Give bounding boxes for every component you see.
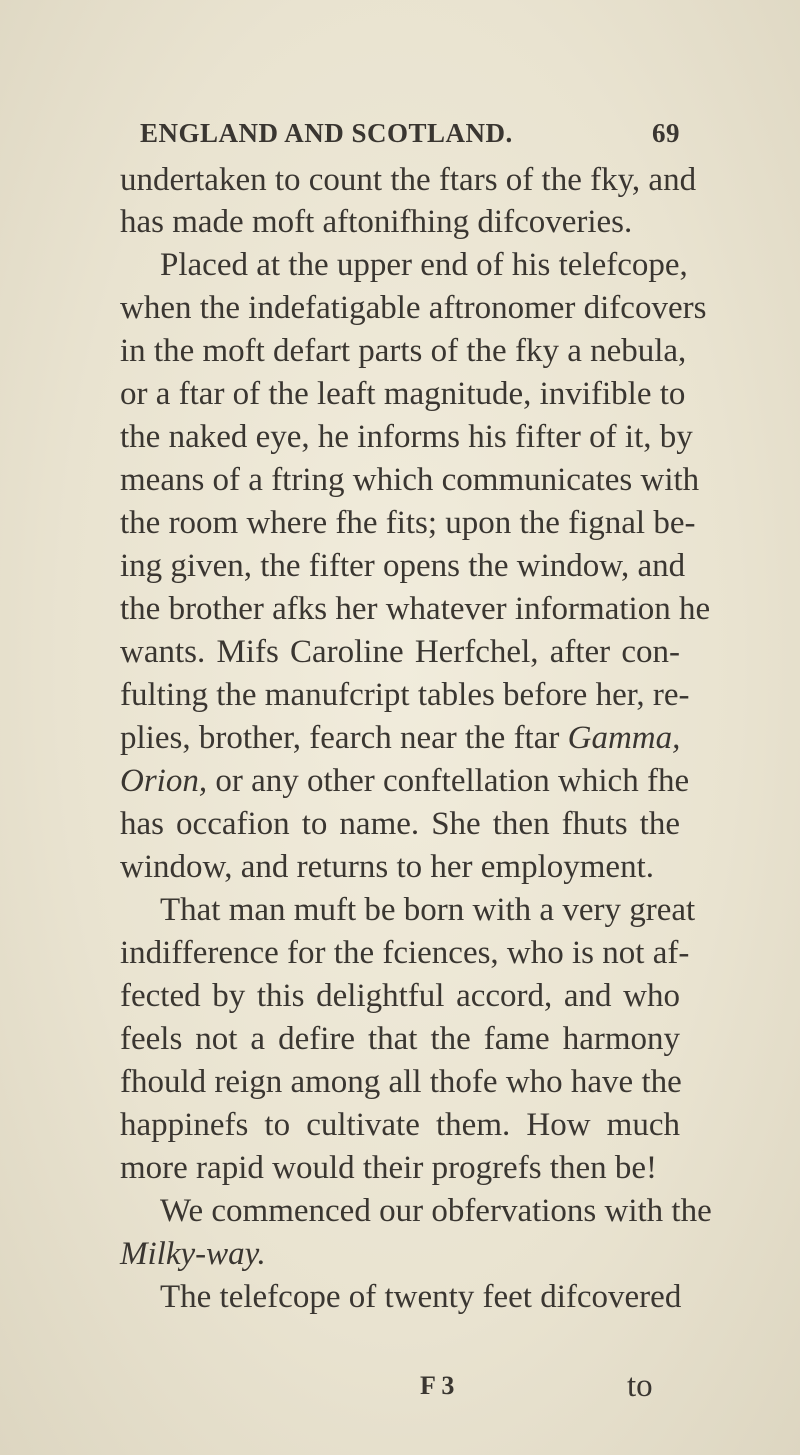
text-line: the naked eye, he informs his fifter of it, by <box>120 419 693 455</box>
page-number: 69 <box>652 118 680 148</box>
text-line: fhould reign among all thofe who have the <box>120 1064 682 1100</box>
text-line: the brother afks her whatever information he <box>120 591 711 627</box>
text-line: more rapid would their progrefs then be! <box>120 1150 657 1186</box>
text-line: the room where fhe fits; upon the fignal be- <box>120 505 696 541</box>
text-line: Placed at the upper end of his telefcope, <box>160 247 688 283</box>
text-line: undertaken to count the ftars of the fky, and <box>120 162 697 198</box>
text-line: We commenced our obfervations with the <box>160 1193 712 1229</box>
text-line: Milky-way. <box>120 1236 266 1272</box>
text-line: window, and returns to her employment. <box>120 849 654 885</box>
text-line: or a ftar of the leaft magnitude, invifible to <box>120 376 686 412</box>
italic-term: Gamma, <box>567 720 681 756</box>
running-title: ENGLAND AND SCOTLAND. <box>140 118 513 148</box>
text-line: The telefcope of twenty feet difcovered <box>160 1279 682 1315</box>
text-line: when the indefatigable aftronomer difcovers <box>120 290 707 326</box>
text-line: fected by this delightful accord, and who <box>120 978 680 1014</box>
text-line: wants. Mifs Caroline Herfchel, after con- <box>120 634 680 670</box>
italic-term: Orion, <box>120 763 208 799</box>
text-line: ing given, the fifter opens the window, and <box>120 548 686 584</box>
text-line: fulting the manufcript tables before her, re- <box>120 677 690 713</box>
text-line: That man muft be born with a very great <box>160 892 696 928</box>
text-span: or any other conftellation which fhe <box>215 763 690 799</box>
text-line: has made moft aftonifhing difcoveries. <box>120 204 633 240</box>
text-line: happinefs to cultivate them. How much <box>120 1107 680 1143</box>
text-line: means of a ftring which communicates with <box>120 462 700 498</box>
text-line: indifference for the fciences, who is not af- <box>120 935 690 971</box>
text-line: in the moft defart parts of the fky a nebula, <box>120 333 687 369</box>
catchword: to <box>627 1368 653 1404</box>
text-span: plies, brother, fearch near the ftar <box>120 720 560 756</box>
text-line: feels not a defire that the fame harmony <box>120 1021 680 1057</box>
text-line: has occafion to name. She then fhuts the <box>120 806 680 842</box>
text-line <box>120 718 680 758</box>
text-line <box>120 761 689 801</box>
signature-mark: F 3 <box>420 1371 455 1400</box>
